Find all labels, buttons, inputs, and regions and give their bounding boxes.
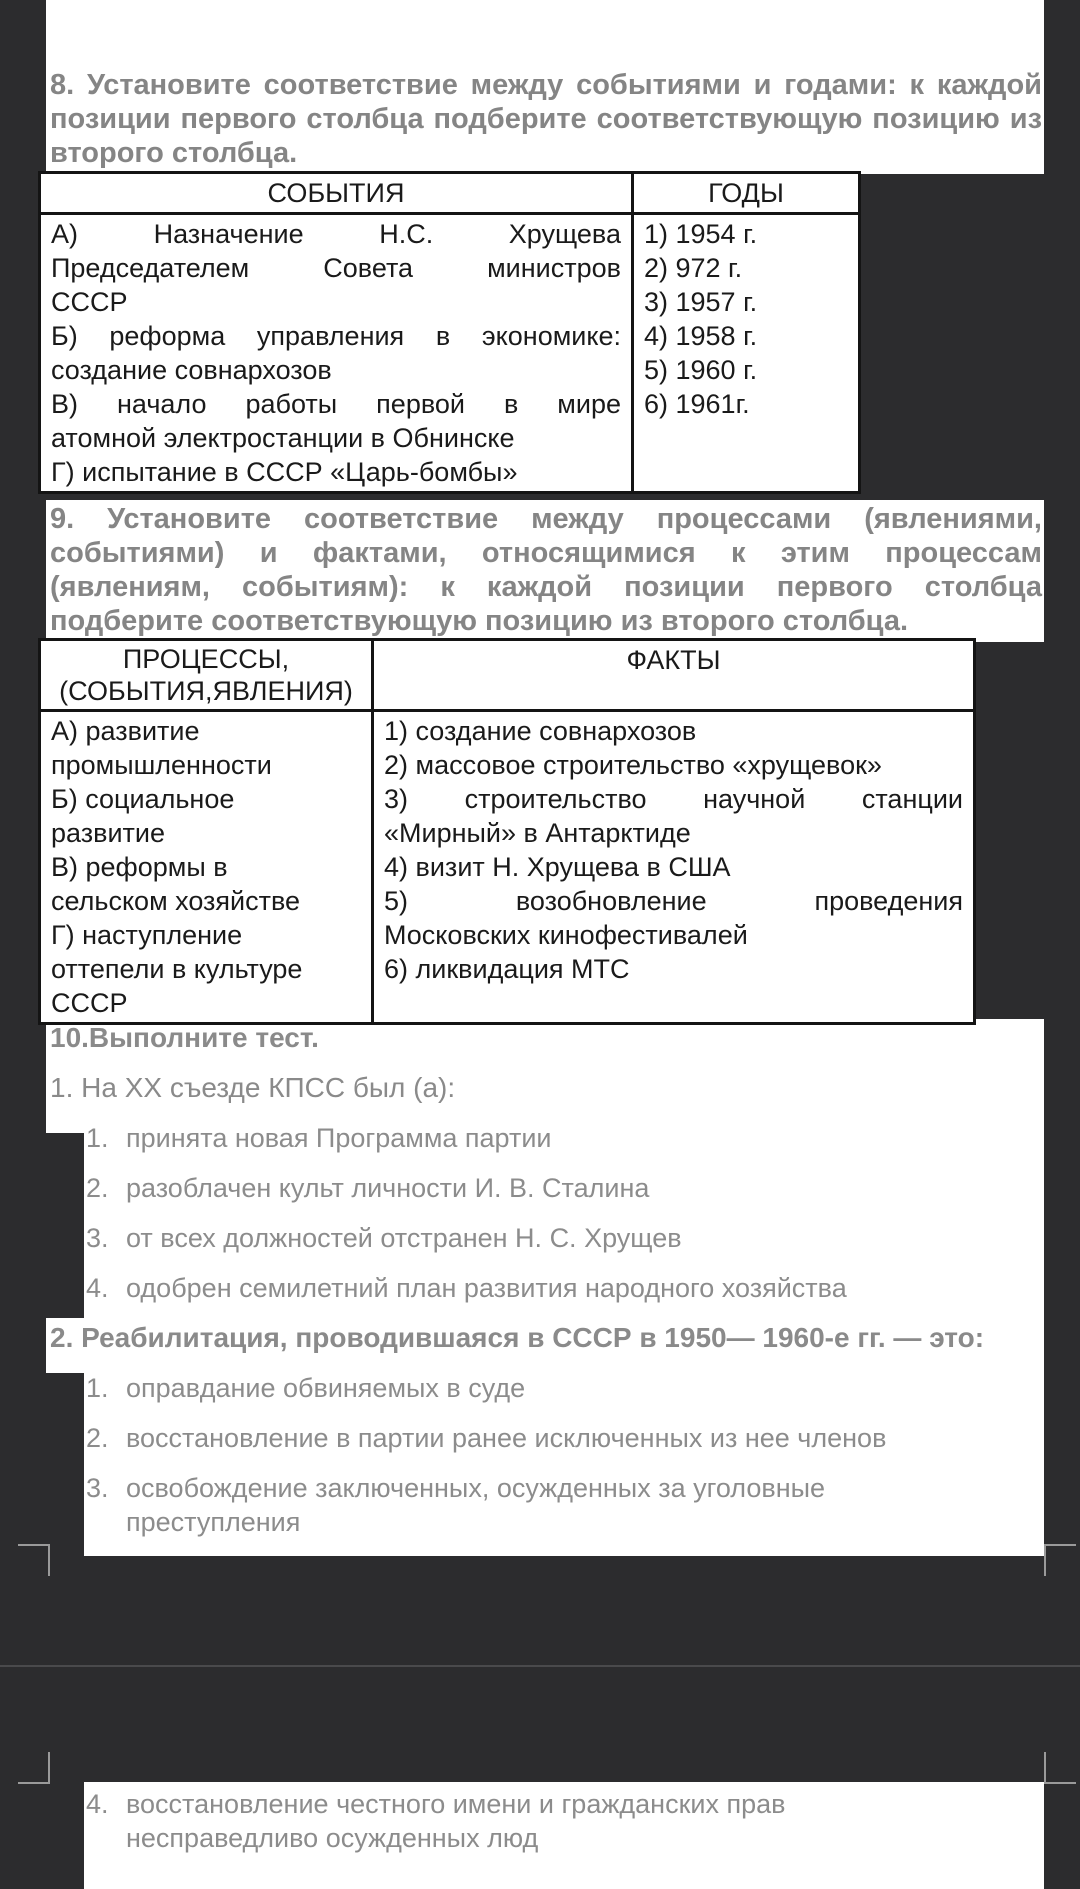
q9-fact-line: 5) возобновление проведения [384,886,963,916]
option-text: принята новая Программа партии [126,1123,552,1153]
q8-event-line: Б) реформа управления в экономике: [51,321,621,351]
option-number: 1. [86,1373,109,1403]
q10-question-1: 1. На XX съезде КПСС был (а): [50,1072,456,1103]
option-number: 3. [86,1223,109,1253]
q8-year: 2) 972 г. [644,253,743,283]
crop-mark [1044,1752,1076,1784]
q10-title: 10.Выполните тест. [50,1022,319,1053]
q9-col-processes [40,640,373,711]
q9-process-line: сельском хозяйстве [51,886,301,916]
q9-fact-line: Московских кинофестивалей [384,920,748,950]
option-text-line: преступления [126,1507,301,1537]
option-number: 4. [86,1273,109,1303]
q9-fact-line: 3) строительство научной станции [384,784,963,814]
q9-process-line: оттепели в культуре [51,954,303,984]
option-text [126,1787,785,1855]
q9-process-line: промышленности [51,750,272,780]
q9-col-facts: ФАКТЫ [373,640,975,711]
q9-fact-line: 1) создание совнархозов [384,716,697,746]
option-text-line: несправедливо осужденных люд [126,1823,539,1853]
q8-table [38,171,861,494]
q9-process-line: СССР [51,988,128,1018]
q9-processes-cell [40,711,373,1024]
q9-fact-line: 2) массовое строительство «хрущевок» [384,750,882,780]
q8-event-line: В) начало работы первой в мире [51,389,621,419]
q10-question-2: 2. Реабилитация, проводившаяся в СССР в 1950— 1960-е гг. — это: [50,1322,985,1353]
crop-mark [18,1544,50,1576]
q10-q1-option [86,1271,847,1305]
option-number: 3. [86,1473,109,1503]
option-text-line: освобождение заключенных, осужденных за уголовные [126,1473,826,1503]
q8-col-years: ГОДЫ [633,173,860,214]
option-text: восстановление в партии ранее исключенных из нее членов [126,1423,887,1453]
option-text-line: восстановление честного имени и гражданских прав [126,1789,786,1819]
q9-facts-cell [373,711,975,1024]
q10-q2-option [86,1787,785,1855]
q8-event-line: Г) испытание в СССР «Царь-бомбы» [51,457,518,487]
q10-q1-option [86,1221,682,1255]
q9-fact-line: «Мирный» в Антарктиде [384,818,691,848]
q10-q1-option [86,1121,552,1155]
option-text: оправдание обвиняемых в суде [126,1373,526,1403]
option-text: разоблачен культ личности И. В. Сталина [126,1173,650,1203]
q9-fact-line: 6) ликвидация МТС [384,954,630,984]
q9-instructions: 9. Установите соответствие между процессами (явлениями, событиями) и фактами, относящимися к этим процессам (явлениям, событиям): к каждой позиции первого столбца подберите соответствующую позицию из второго столбца. [50,503,1042,637]
q9-process-line: развитие [51,818,165,848]
q9-fact-line: 4) визит Н. Хрущева в США [384,852,731,882]
crop-mark [18,1752,50,1784]
q9-process-line: А) развитие [51,716,200,746]
q8-event-line: атомной электростанции в Обнинске [51,423,515,453]
q8-year: 3) 1957 г. [644,287,758,317]
option-text: от всех должностей отстранен Н. С. Хрущев [126,1223,682,1253]
q9-process-line: В) реформы в [51,852,228,882]
q8-year: 1) 1954 г. [644,219,758,249]
q10-q2-option [86,1371,525,1405]
option-text [126,1471,825,1539]
option-number: 2. [86,1173,109,1203]
q10-q1-option [86,1171,649,1205]
q10-q2-option [86,1421,886,1455]
q8-instructions: 8. Установите соответствие между событиями и годами: к каждой позиции первого столбца подберите соответствующую позицию из второго столбца. [50,69,1042,169]
q8-year: 4) 1958 г. [644,321,758,351]
q8-years-cell [633,214,860,493]
option-number: 2. [86,1423,109,1453]
q9-col-processes-line: (СОБЫТИЯ,ЯВЛЕНИЯ) [59,676,353,706]
option-text: одобрен семилетний план развития народного хозяйства [126,1273,847,1303]
q8-event-line: А) Назначение Н.С. Хрущева [51,219,621,249]
q9-col-processes-line: ПРОЦЕССЫ, [122,644,290,674]
q10-q2-option [86,1471,825,1539]
option-number: 4. [86,1789,109,1819]
q8-event-line: СССР [51,287,128,317]
q9-process-line: Б) социальное [51,784,235,814]
q8-event-line: Председателем Совета министров [51,253,621,283]
q9-table [38,638,976,1025]
crop-mark [1044,1544,1076,1576]
page-break-line [0,1665,1080,1667]
q8-event-line: создание совнархозов [51,355,332,385]
q8-events-cell [40,214,633,493]
q8-col-events: СОБЫТИЯ [40,173,633,214]
q8-year: 6) 1961г. [644,389,750,419]
option-number: 1. [86,1123,109,1153]
q9-process-line: Г) наступление [51,920,243,950]
q8-year: 5) 1960 г. [644,355,758,385]
